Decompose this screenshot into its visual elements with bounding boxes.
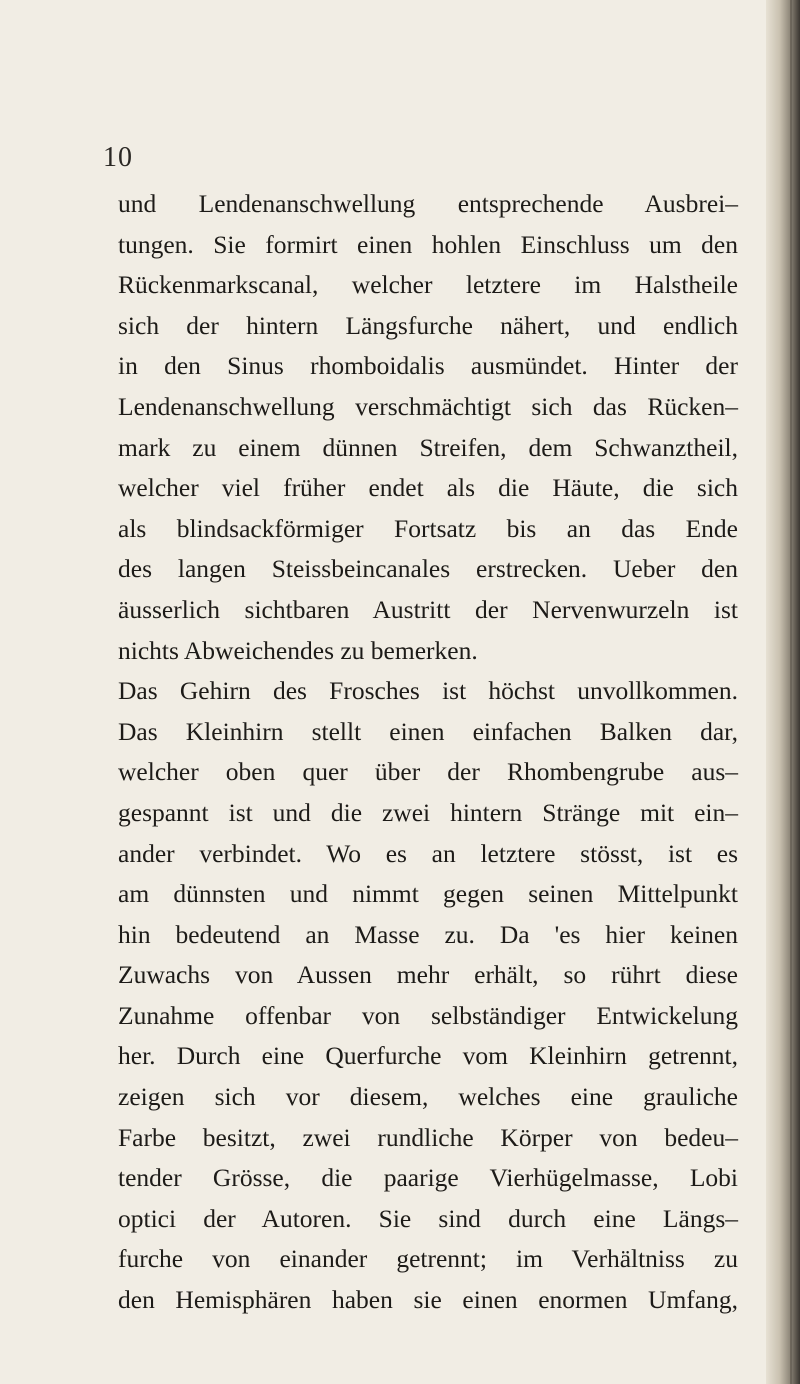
text-line: ander verbindet. Wo es an letztere stösst, ist es <box>118 838 738 868</box>
text-line: den Hemisphären haben sie einen enormen Umfang, <box>118 1285 738 1315</box>
text-line: tungen. Sie formirt einen hohlen Einschluss um den <box>118 229 738 259</box>
text-line: Zuwachs von Aussen mehr erhält, so rührt diese <box>118 960 738 990</box>
text-line: am dünnsten und nimmt gegen seinen Mittelpunkt <box>118 879 738 909</box>
text-line: als blindsackförmiger Fortsatz bis an das Ende <box>118 513 738 543</box>
text-line: zeigen sich vor diesem, welches eine grauliche <box>118 1082 738 1112</box>
text-line: Farbe besitzt, zwei rundliche Körper von bedeu– <box>118 1122 738 1152</box>
text-line: optici der Autoren. Sie sind durch eine Längs– <box>118 1203 738 1233</box>
text-line: tender Grösse, die paarige Vierhügelmasse, Lobi <box>118 1163 738 1193</box>
text-line: her. Durch eine Querfurche vom Kleinhirn getrennt, <box>118 1041 738 1071</box>
text-line: Das Gehirn des Frosches ist höchst unvollkommen. <box>118 676 738 706</box>
text-line: nichts Abweichendes zu bemerken. <box>118 635 478 665</box>
text-line: Rückenmarkscanal, welcher letztere im Halstheile <box>118 270 738 300</box>
text-line: und Lendenanschwellung entsprechende Ausbrei– <box>118 189 738 218</box>
text-line: furche von einander getrennt; im Verhältniss zu <box>118 1244 738 1274</box>
body-text <box>118 184 738 1321</box>
text-line: äusserlich sichtbaren Austritt der Nervenwurzeln ist <box>118 594 738 624</box>
text-line: welcher oben quer über der Rhombengrube aus– <box>118 757 738 787</box>
page-number: 10 <box>103 142 133 173</box>
text-line: Lendenanschwellung verschmächtigt sich das Rücken– <box>118 391 738 421</box>
text-line: hin bedeutend an Masse zu. Da 'es hier keinen <box>118 919 738 949</box>
text-line: Das Kleinhirn stellt einen einfachen Balken dar, <box>118 716 738 746</box>
text-line: des langen Steissbeincanales erstrecken. Ueber den <box>118 554 738 584</box>
text-line: welcher viel früher endet als die Häute, die sich <box>118 473 738 503</box>
page-edge-shadow <box>766 0 800 1384</box>
text-line: gespannt ist und die zwei hintern Stränge mit ein– <box>118 797 738 827</box>
text-line: mark zu einem dünnen Streifen, dem Schwanztheil, <box>118 432 738 462</box>
text-line: Zunahme offenbar von selbständiger Entwickelung <box>118 1000 738 1030</box>
text-line: sich der hintern Längsfurche nähert, und endlich <box>118 310 738 340</box>
text-line: in den Sinus rhomboidalis ausmündet. Hinter der <box>118 351 738 381</box>
